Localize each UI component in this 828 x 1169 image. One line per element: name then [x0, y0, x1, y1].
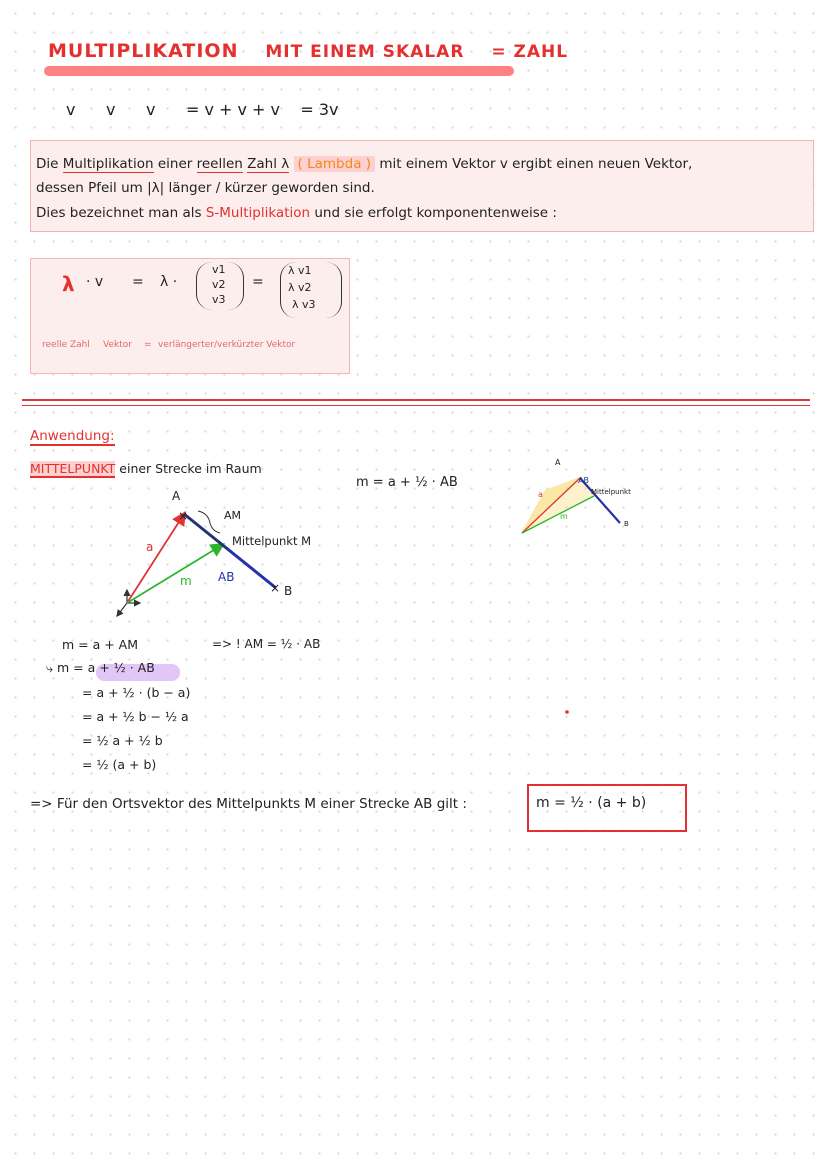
label-equals: = — [144, 340, 152, 350]
formula-eq-1: = — [132, 274, 144, 290]
derivation-step-1: m = a + AM — [62, 637, 139, 652]
def-word-die: Die — [36, 156, 59, 172]
def-word-zahl: Zahl λ — [247, 156, 290, 172]
scaled-v2: λ v2 — [288, 281, 312, 294]
conclusion-text: => Für den Ortsvektor des Mittelpunkts M einer Strecke AB gilt : — [30, 796, 467, 812]
mini-label-a: A — [555, 458, 561, 467]
label-am: AM — [224, 509, 242, 522]
mini-label-vec-m: m — [560, 512, 568, 521]
intro-vector-2: v — [105, 100, 116, 119]
label-vec-a: a — [146, 540, 154, 554]
label-vec-ab: AB — [218, 570, 235, 584]
component-v3: v3 — [212, 293, 226, 306]
scaled-v3: λ v3 — [292, 298, 316, 311]
derivation-step-4: = a + ½ b − ½ a — [82, 709, 189, 724]
derivation-step-6: = ½ (a + b) — [82, 757, 157, 772]
am-segment — [184, 514, 227, 549]
def-rest: mit einem Vektor v ergibt einen neuen Vektor, — [379, 156, 693, 172]
title-zahl: = ZAHL — [491, 42, 569, 62]
label-vektor: Vektor — [103, 340, 132, 350]
mini-figure — [520, 476, 620, 535]
definition-line-2: dessen Pfeil um |λ| länger / kürzer geworden sind. — [36, 180, 375, 196]
mini-label-mittelpunkt: Mittelpunkt — [591, 488, 631, 496]
def-word-multiplikation: Multiplikation — [62, 156, 154, 172]
label-result-vector: verlängerter/verkürzter Vektor — [158, 340, 296, 350]
vector-m-line — [127, 545, 222, 603]
result-formula: m = ½ · (a + b) — [536, 795, 647, 811]
label-mittelpunkt-m: Mittelpunkt M — [232, 534, 312, 548]
derivation-step-2: ⤷ m = a + ½ · AB — [46, 660, 155, 675]
svg-text:×: × — [270, 581, 281, 595]
def-word-reellen: reellen — [196, 156, 243, 172]
vector-a-line — [127, 514, 184, 603]
mini-label-b: B — [624, 520, 629, 528]
intro-result: = 3v — [300, 100, 339, 119]
derivation-step-3: = a + ½ · (b − a) — [82, 685, 191, 700]
intro-vector-3: v — [145, 100, 156, 119]
def-word-einer: einer — [157, 156, 193, 172]
intro-vector-1: v — [66, 100, 76, 119]
formula-dot-v: · v — [86, 274, 104, 290]
label-point-a: A — [172, 489, 181, 503]
formula-m-a-ab: m = a + ½ · AB — [356, 475, 458, 490]
def-lambda-highlight: ( Lambda ) — [294, 156, 375, 172]
formula-eq-2: = — [252, 274, 264, 290]
mini-label-vec-a: a — [538, 490, 543, 499]
def-line3-a: Dies bezeichnet man als — [36, 205, 202, 221]
def-s-multiplikation: S-Multiplikation — [205, 205, 311, 221]
component-v1: v1 — [212, 263, 226, 276]
component-v2: v2 — [212, 278, 226, 291]
formula-lambda-2: λ · — [160, 274, 178, 290]
label-reelle-zahl: reelle Zahl — [42, 340, 90, 350]
label-vec-m: m — [180, 574, 192, 588]
formula-lambda: λ — [62, 272, 75, 296]
title-rest: MIT EINEM SKALAR — [265, 42, 465, 62]
svg-text:×: × — [178, 509, 189, 523]
scaled-v1: λ v1 — [288, 264, 312, 277]
note-am-half-ab: => ! AM = ½ · AB — [212, 637, 321, 651]
title-main: MULTIPLIKATION — [48, 40, 239, 62]
application-heading: Anwendung: — [30, 428, 115, 444]
topic-rest: einer Strecke im Raum — [119, 461, 262, 476]
label-point-b: B — [284, 584, 293, 598]
derivation-step-5: = ½ a + ½ b — [82, 733, 163, 748]
topic-mittelpunkt: MITTELPUNKT — [30, 461, 116, 476]
mini-label-ab: AB — [578, 476, 589, 485]
intro-rhs: = v + v + v — [185, 100, 281, 119]
def-line3-c: und sie erfolgt komponentenweise : — [314, 205, 557, 221]
